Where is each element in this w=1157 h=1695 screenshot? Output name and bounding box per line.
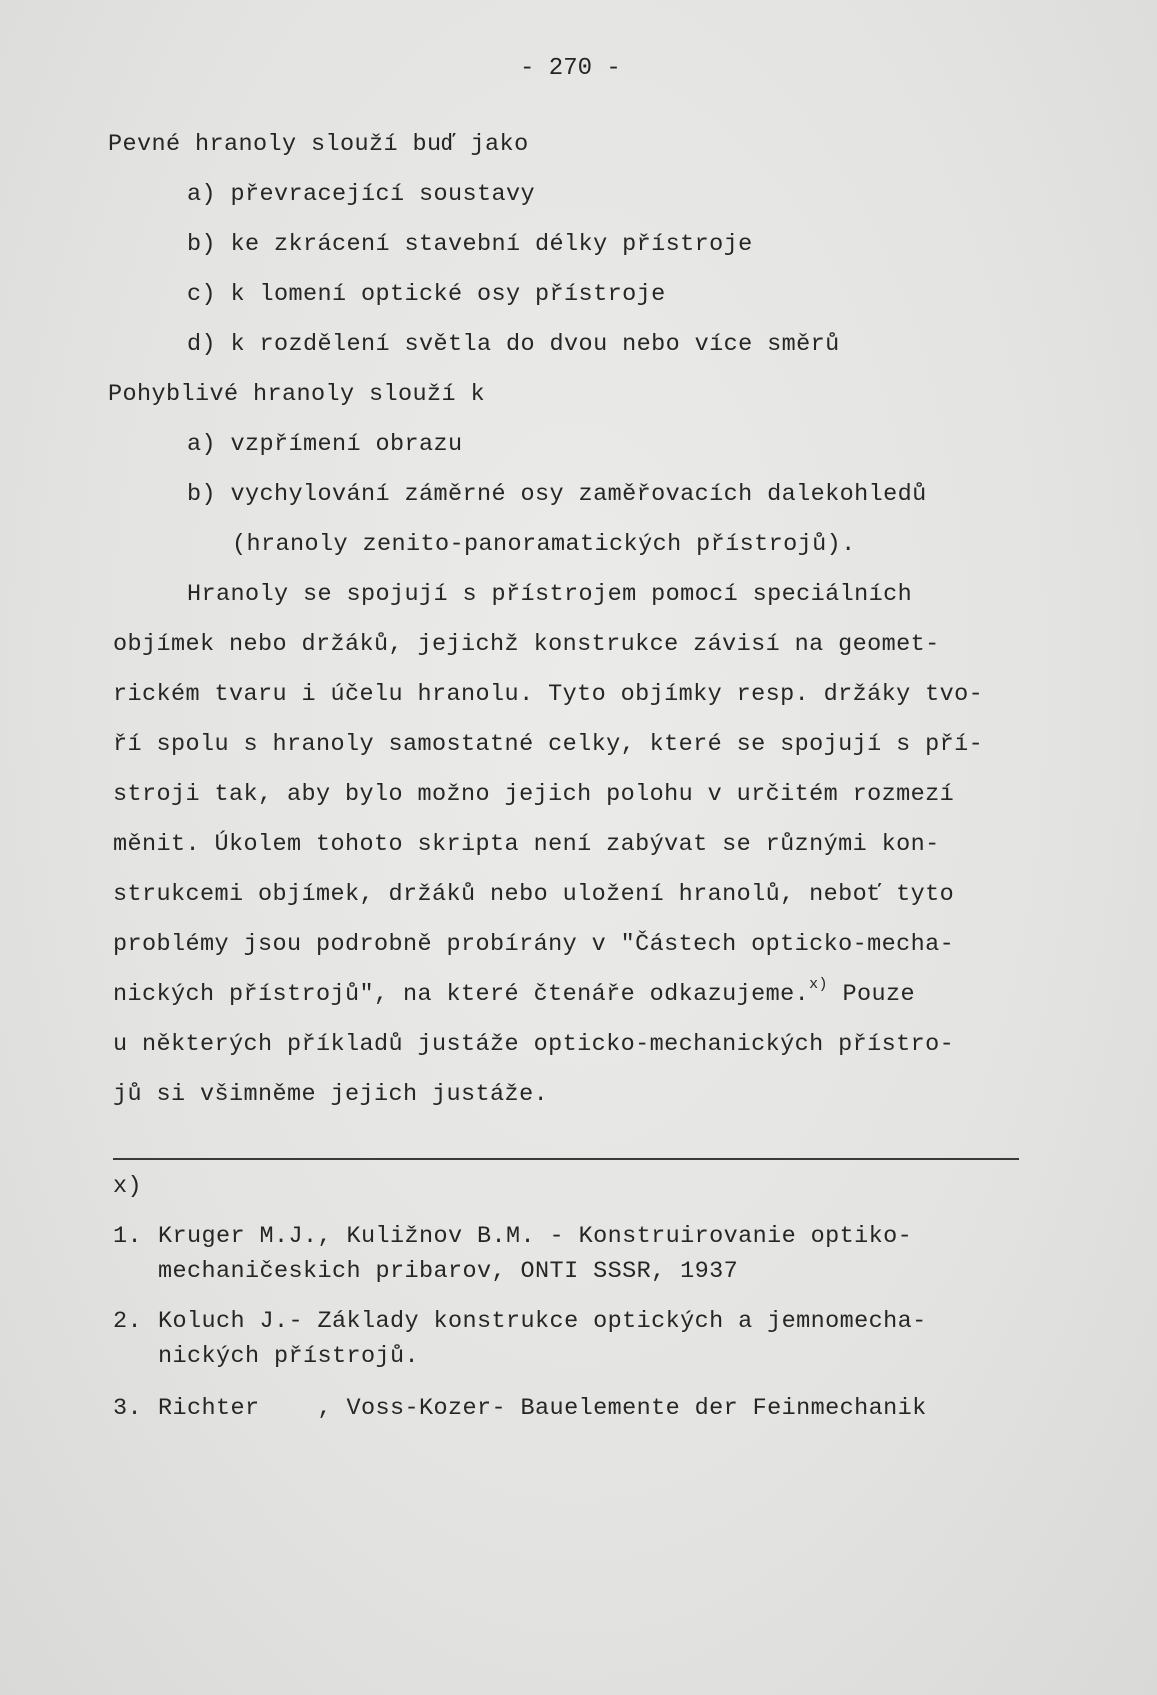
list-item-fixed-d: d) k rozdělení světla do dvou nebo více směrů bbox=[187, 331, 840, 358]
intro-fixed-prisms: Pevné hranoly slouží buď jako bbox=[108, 131, 529, 158]
paragraph-line-10: u některých příkladů justáže opticko-mechanických přístro- bbox=[113, 1031, 955, 1058]
list-item-fixed-b: b) ke zkrácení stavební délky přístroje bbox=[187, 231, 753, 258]
reference-2-line-2: nických přístrojů. bbox=[158, 1343, 420, 1370]
paragraph-line-9 bbox=[113, 976, 915, 1010]
list-item-movable-b: b) vychylování záměrné osy zaměřovacích dalekohledů bbox=[187, 481, 927, 508]
reference-3-number: 3. bbox=[113, 1395, 143, 1422]
paragraph-line-6: měnit. Úkolem tohoto skripta není zabývat se různými kon- bbox=[113, 831, 940, 858]
reference-1-line-1: Kruger M.J., Kuližnov B.M. - Konstruirovanie optiko- bbox=[158, 1223, 913, 1250]
paragraph-line-2: objímek nebo držáků, jejichž konstrukce závisí na geomet- bbox=[113, 631, 940, 658]
paragraph-line-8: problémy jsou podrobně probírány v "Částech opticko-mecha- bbox=[113, 931, 955, 958]
footnote-marker: x) bbox=[809, 976, 828, 993]
reference-1-number: 1. bbox=[113, 1223, 143, 1250]
paragraph-line-5: stroji tak, aby bylo možno jejich polohu v určitém rozmezí bbox=[113, 781, 955, 808]
paragraph-line-3: rickém tvaru i účelu hranolu. Tyto objímky resp. držáky tvo- bbox=[113, 681, 984, 708]
paragraph-line-7: strukcemi objímek, držáků nebo uložení hranolů, neboť tyto bbox=[113, 881, 955, 908]
page-number: - 270 - bbox=[520, 55, 621, 82]
list-item-fixed-a: a) převracející soustavy bbox=[187, 181, 536, 208]
footnote-label: x) bbox=[113, 1173, 143, 1200]
paragraph-line-9-text: nických přístrojů", na které čtenáře odkazujeme. bbox=[113, 981, 810, 1008]
reference-2-number: 2. bbox=[113, 1308, 143, 1335]
reference-1-line-2: mechaničeskich pribarov, ONTI SSSR, 1937 bbox=[158, 1258, 739, 1285]
paragraph-line-9-tail: Pouze bbox=[827, 981, 915, 1008]
list-item-fixed-c: c) k lomení optické osy přístroje bbox=[187, 281, 666, 308]
reference-2-line-1: Koluch J.- Základy konstrukce optických a jemnomecha- bbox=[158, 1308, 927, 1335]
intro-movable-prisms: Pohyblivé hranoly slouží k bbox=[108, 381, 486, 408]
paragraph-line-1: Hranoly se spojují s přístrojem pomocí speciálních bbox=[187, 581, 913, 608]
list-item-movable-b-cont: (hranoly zenito-panoramatických přístrojů). bbox=[232, 531, 856, 558]
paragraph-line-11: jů si všimněme jejich justáže. bbox=[113, 1081, 549, 1108]
list-item-movable-a: a) vzpřímení obrazu bbox=[187, 431, 463, 458]
footnote-separator bbox=[113, 1158, 1019, 1160]
paragraph-line-4: ří spolu s hranoly samostatné celky, které se spojují s pří- bbox=[113, 731, 984, 758]
reference-3-line-1: Richter , Voss-Kozer- Bauelemente der Feinmechanik bbox=[158, 1395, 927, 1422]
